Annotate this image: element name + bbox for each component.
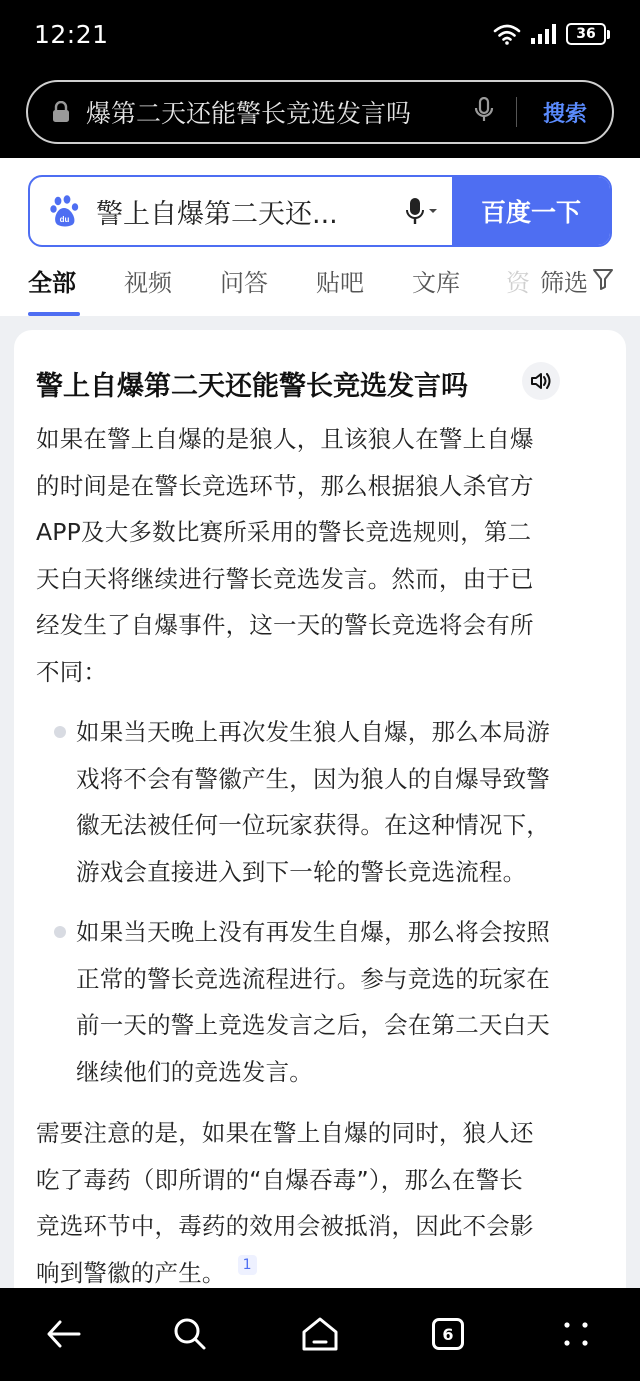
citation-badge[interactable]: 1 — [238, 1255, 257, 1275]
wifi-icon — [492, 22, 522, 46]
tab-tieba[interactable]: 贴吧 — [316, 269, 364, 297]
answer-intro — [36, 416, 596, 695]
speaker-icon[interactable] — [522, 362, 560, 400]
tab-qa[interactable]: 问答 — [220, 269, 268, 297]
answer-card — [14, 330, 626, 1310]
text-line: 的时间是在警长竞选环节，那么根据狼人杀官方 — [36, 471, 534, 500]
text-line: 继续他们的竞选发言。 — [76, 1057, 313, 1086]
battery-icon — [566, 23, 610, 45]
text-line: 吃了毒药（即所谓的“自爆吞毒”），那么在警长 — [36, 1165, 523, 1194]
tab-all[interactable]: 全部 — [28, 269, 76, 297]
answer-title: 警上自爆第二天还能警长竞选发言吗 — [36, 371, 468, 402]
tab-video[interactable]: 视频 — [124, 269, 172, 297]
home-icon[interactable] — [296, 1310, 344, 1358]
text-line: 如果在警上自爆的是狼人，且该狼人在警上自爆 — [36, 425, 534, 453]
voice-input-icon[interactable] — [392, 177, 452, 245]
voice-search-icon[interactable] — [474, 97, 494, 127]
search-icon[interactable] — [166, 1310, 214, 1358]
text-line: 前一天的警上竞选发言之后，会在第二天白天 — [76, 1011, 550, 1039]
status-time: 12:21 — [34, 20, 109, 49]
filter-button[interactable] — [530, 263, 614, 298]
address-bar[interactable] — [26, 80, 614, 144]
address-divider — [516, 97, 517, 127]
search-input[interactable]: 警上自爆第二天还... — [96, 198, 338, 230]
status-icons — [492, 22, 610, 46]
text-line: 响到警徽的产生。 — [36, 1258, 226, 1287]
baidu-search-button[interactable]: 百度一下 — [452, 177, 610, 245]
baidu-paw-icon — [30, 177, 90, 245]
text-line: 竞选环节中，毒药的效用会被抵消，因此不会影 — [36, 1212, 534, 1240]
list-item — [76, 709, 608, 895]
bullet-dot — [54, 926, 66, 938]
result-tabs — [0, 263, 640, 316]
status-bar — [0, 0, 640, 72]
back-icon[interactable] — [40, 1310, 88, 1358]
more-icon[interactable] — [552, 1310, 600, 1358]
tab-cut-off[interactable]: 资 — [506, 269, 530, 297]
bottom-navigation — [0, 1288, 640, 1381]
tab-count: 6 — [432, 1318, 464, 1350]
address-text[interactable]: 爆第二天还能警长竞选发言吗 — [86, 99, 412, 128]
search-box — [28, 175, 612, 247]
baidu-header — [0, 158, 640, 316]
signal-icon — [530, 23, 558, 45]
tabs-icon[interactable] — [424, 1310, 472, 1358]
bullet-dot — [54, 726, 66, 738]
svg-text:du: du — [59, 215, 70, 224]
answer-note — [36, 1110, 596, 1296]
active-tab-indicator — [28, 312, 80, 316]
browser-toolbar — [0, 72, 640, 158]
text-line: 经发生了自爆事件，这一天的警长竞选将会有所 — [36, 611, 534, 639]
browser-search-button[interactable]: 搜索 — [543, 101, 588, 127]
filter-label: 筛选 — [540, 269, 588, 297]
text-line: APP及大多数比赛所采用的警长竞选规则，第二 — [36, 518, 532, 546]
text-line: 天白天将继续进行警长竞选发言。然而，由于已 — [36, 564, 534, 593]
battery-level: 36 — [566, 23, 606, 45]
filter-icon — [592, 267, 614, 291]
text-line: 戏将不会有警徽产生，因为狼人的自爆导致警 — [76, 764, 550, 793]
text-line: 需要注意的是，如果在警上自爆的同时，狼人还 — [36, 1119, 534, 1147]
text-line: 徽无法被任何一位玩家获得。在这种情况下， — [76, 811, 550, 839]
text-line: 正常的警长竞选流程进行。参与竞选的玩家在 — [76, 964, 550, 993]
text-line: 游戏会直接进入到下一轮的警长竞选流程。 — [76, 857, 527, 886]
tab-wenku[interactable]: 文库 — [412, 269, 460, 297]
list-item — [76, 909, 608, 1095]
text-line: 如果当天晚上再次发生狼人自爆，那么本局游 — [76, 718, 550, 746]
text-line: 不同： — [36, 657, 108, 686]
text-line: 如果当天晚上没有再发生自爆，那么将会按照 — [76, 918, 550, 946]
lock-icon — [50, 101, 72, 123]
